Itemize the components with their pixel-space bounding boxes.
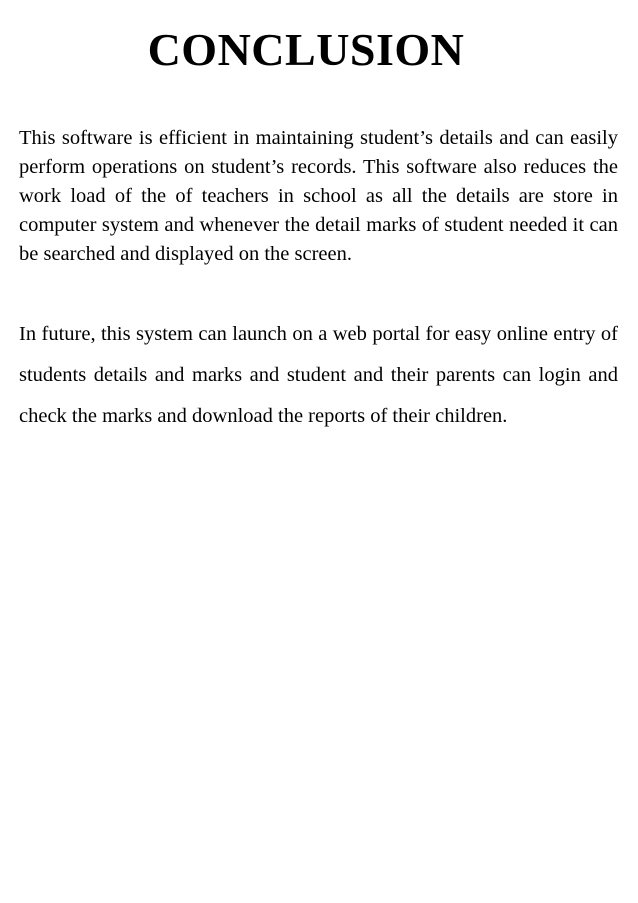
conclusion-paragraph-2: In future, this system can launch on a web portal for easy online entry of students details and marks and student and their parents can login and check the marks and download the reports of their children. [19,323,618,427]
conclusion-paragraph-1: This software is efficient in maintaining student’s details and can easily perform operations on student’s records. This software also reduces the work load of the of teachers in school as all the details are store in computer system and whenever the detail marks of student needed it can be searched and displayed on the screen. [19,127,618,265]
page-title: CONCLUSION [147,24,465,75]
